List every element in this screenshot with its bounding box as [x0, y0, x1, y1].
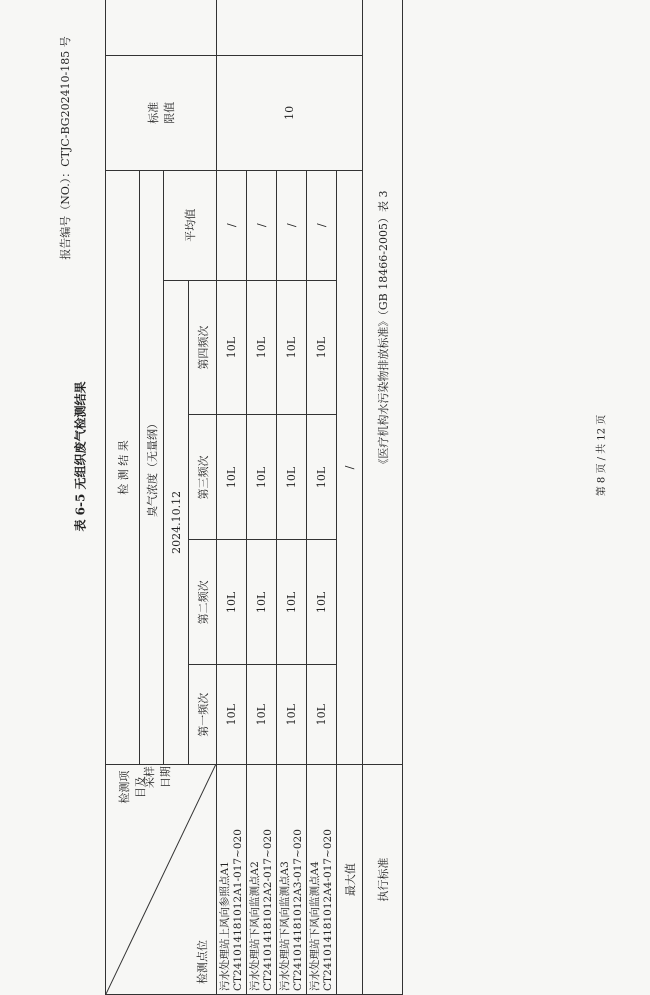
corner-point-label: 检测点位 [196, 940, 209, 984]
row-value: 10L [217, 665, 247, 765]
corner-item-label: 检测项目及 [118, 770, 147, 804]
row-location: 污水处理站下风向监测点A3 CT241014181012A3-017~020 [277, 765, 307, 995]
compliance-value [217, 0, 363, 55]
row-value: 10L [277, 280, 307, 415]
row-value: 10L [247, 415, 277, 540]
row-value: 10L [277, 665, 307, 765]
exec-label: 执行标准 [363, 765, 403, 995]
row-value: 10L [217, 415, 247, 540]
col-header-4: 第四频次 [189, 280, 217, 415]
row-average: / [307, 170, 337, 280]
standard-limit-value: 10 [217, 55, 363, 170]
row-location: 污水处理站下风向监测点A4 CT241014181012A4-017~020 [307, 765, 337, 995]
row-value: 10L [247, 280, 277, 415]
table-title: 表 6-5 无组织废气检测结果 [73, 381, 88, 532]
row-value: 10L [247, 540, 277, 665]
max-label: 最大值 [337, 765, 363, 995]
exec-standard-row [363, 0, 403, 995]
row-location: 污水处理站上风向参照点A1 CT241014181012A1-017~020 [217, 765, 247, 995]
compliance-header [106, 0, 217, 55]
row-value: 10L [277, 540, 307, 665]
rotated-results-table [105, 0, 495, 995]
item-name: 臭气浓度（无量纲） [140, 170, 164, 764]
row-average: / [277, 170, 307, 280]
row-value: 10L [277, 415, 307, 540]
col-header-2: 第二频次 [189, 540, 217, 665]
sampling-date: 2024.10.12 [164, 280, 189, 765]
group-header: 检 测 结 果 [106, 170, 140, 764]
row-value: 10L [307, 280, 337, 415]
row-value: 10L [217, 540, 247, 665]
exec-value: 《医疗机构水污染物排放标准》（GB 18466-2005）表 3 [363, 0, 403, 765]
col-header-average: 平均值 [164, 170, 217, 280]
row-average: / [247, 170, 277, 280]
col-header-3: 第三频次 [189, 415, 217, 540]
row-value: 10L [307, 665, 337, 765]
page-footer: 第 8 页 / 共 12 页 [596, 414, 608, 497]
results-table [105, 0, 403, 995]
max-value: / [337, 170, 363, 764]
corner-date-label: 采样日期 [143, 766, 172, 789]
col-header-1: 第一频次 [189, 665, 217, 765]
corner-header [106, 765, 217, 995]
row-average: / [217, 170, 247, 280]
row-value: 10L [307, 415, 337, 540]
report-number: 报告编号（NO.）：CTJC-BG202410-185 号 [59, 36, 72, 260]
row-value: 10L [247, 665, 277, 765]
row-value: 10L [307, 540, 337, 665]
standard-limit-header: 标准限值 [106, 55, 217, 170]
table-row [217, 0, 247, 995]
row-location: 污水处理站下风向监测点A2 CT241014181012A2-017~020 [247, 765, 277, 995]
row-value: 10L [217, 280, 247, 415]
